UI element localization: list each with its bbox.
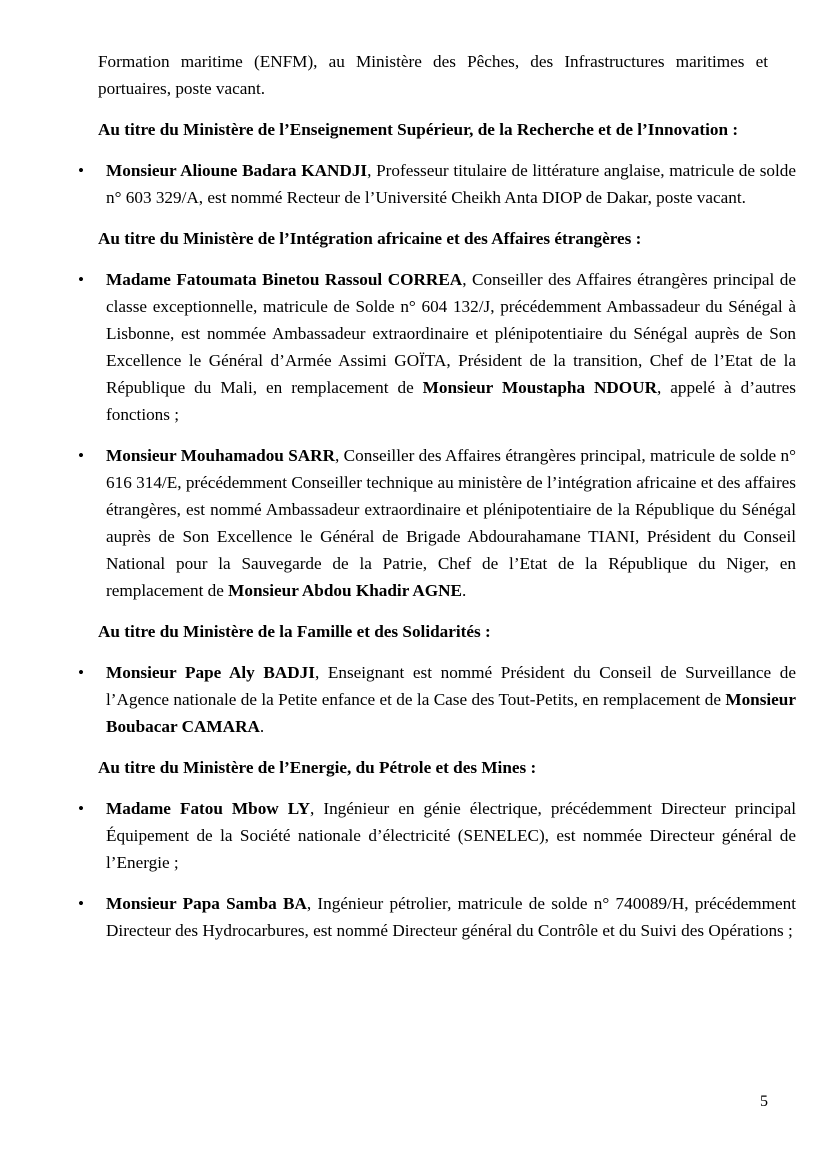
appointee-name: Monsieur Mouhamadou SARR	[106, 446, 336, 465]
appointment-entry	[78, 659, 796, 740]
appointee-name: Au titre du Ministère de la Famille et des Solidarités :	[98, 622, 491, 641]
ministry-heading	[98, 116, 768, 143]
appointee-name: Au titre du Ministère de l’Enseignement Supérieur, de la Recherche et de l’Innovation :	[98, 120, 739, 139]
appointee-name: Au titre du Ministère de l’Energie, du Pétrole et des Mines :	[98, 758, 537, 777]
ministry-heading	[98, 618, 768, 645]
ministry-heading	[98, 225, 768, 252]
body-paragraph: Formation maritime (ENFM), au Ministère des Pêches, des Infrastructures maritimes et portuaires, poste vacant.	[98, 52, 768, 98]
appointee-name: Monsieur Moustapha NDOUR	[422, 378, 658, 397]
appointment-text: Monsieur Mouhamadou SARR, Conseiller des Affaires étrangères principal, matricule de solde n° 616 314/E, précédemment Conseiller technique au ministère de l’intégration africaine et des affaires étrangères, est nommé Ambassadeur extraordinaire et plénipotentiaire de la République du Sénégal auprès de Son Excellence le Général de Brigade Abdourahamane TIANI, Président du Conseil National pour la Sauvegarde de la Patrie, Chef de l’Etat de la République du Niger, en remplacement de Monsieur Abdou Khadir AGNE.	[106, 446, 797, 600]
bullet-icon: •	[78, 161, 85, 180]
bullet-icon: •	[78, 894, 85, 913]
bullet-icon: •	[78, 446, 85, 465]
appointee-name: Monsieur Alioune Badara KANDJI	[106, 161, 368, 180]
ministry-heading	[98, 754, 768, 781]
appointment-text: Monsieur Alioune Badara KANDJI, Professeur titulaire de littérature anglaise, matricule de solde n° 603 329/A, est nommé Recteur de l’Université Cheikh Anta DIOP de Dakar, poste vacant.	[106, 161, 796, 207]
page-number: 5	[760, 1093, 768, 1110]
appointment-entry	[78, 157, 796, 211]
appointee-name: Au titre du Ministère de l’Intégration africaine et des Affaires étrangères :	[98, 229, 642, 248]
appointment-text: Madame Fatoumata Binetou Rassoul CORREA, Conseiller des Affaires étrangères principal de classe exceptionnelle, matricule de Solde n° 604 132/J, précédemment Ambassadeur du Sénégal à Lisbonne, est nommée Ambassadeur extraordinaire et plénipotentiaire du Sénégal auprès de Son Excellence le Général d’Armée Assimi GOÏTA, Président de la transition, Chef de l’Etat de la République du Mali, en remplacement de Monsieur Moustapha NDOUR, appelé à d’autres fonctions ;	[106, 270, 796, 424]
bullet-icon: •	[78, 663, 85, 682]
bullet-icon: •	[78, 270, 85, 289]
appointment-entry	[78, 795, 796, 876]
appointment-entry	[78, 266, 796, 428]
bullet-icon: •	[78, 799, 85, 818]
appointment-text: Monsieur Pape Aly BADJI, Enseignant est nommé Président du Conseil de Surveillance de l’Agence nationale de la Petite enfance et de la Case des Tout-Petits, en remplacement de Monsieur Boubacar CAMARA.	[106, 663, 796, 736]
appointee-name: Monsieur Boubacar CAMARA	[106, 690, 796, 736]
appointment-text: Monsieur Papa Samba BA, Ingénieur pétrolier, matricule de solde n° 740089/H, précédemment Directeur des Hydrocarbures, est nommé Directeur général du Contrôle et du Suivi des Opérations ;	[106, 894, 796, 940]
appointee-name: Monsieur Papa Samba BA	[106, 894, 307, 913]
appointment-entry	[78, 442, 796, 604]
appointee-name: Monsieur Pape Aly BADJI	[106, 663, 315, 682]
appointment-entry	[78, 890, 796, 944]
appointee-name: Monsieur Abdou Khadir AGNE	[228, 581, 463, 600]
document-body	[78, 48, 797, 958]
appointment-text: Madame Fatou Mbow LY, Ingénieur en génie électrique, précédemment Directeur principal Équipement de la Société nationale d’électricité (SENELEC), est nommée Directeur général de l’Energie ;	[106, 799, 797, 872]
appointee-name: Madame Fatoumata Binetou Rassoul CORREA	[106, 270, 463, 289]
appointee-name: Madame Fatou Mbow LY	[106, 799, 311, 818]
